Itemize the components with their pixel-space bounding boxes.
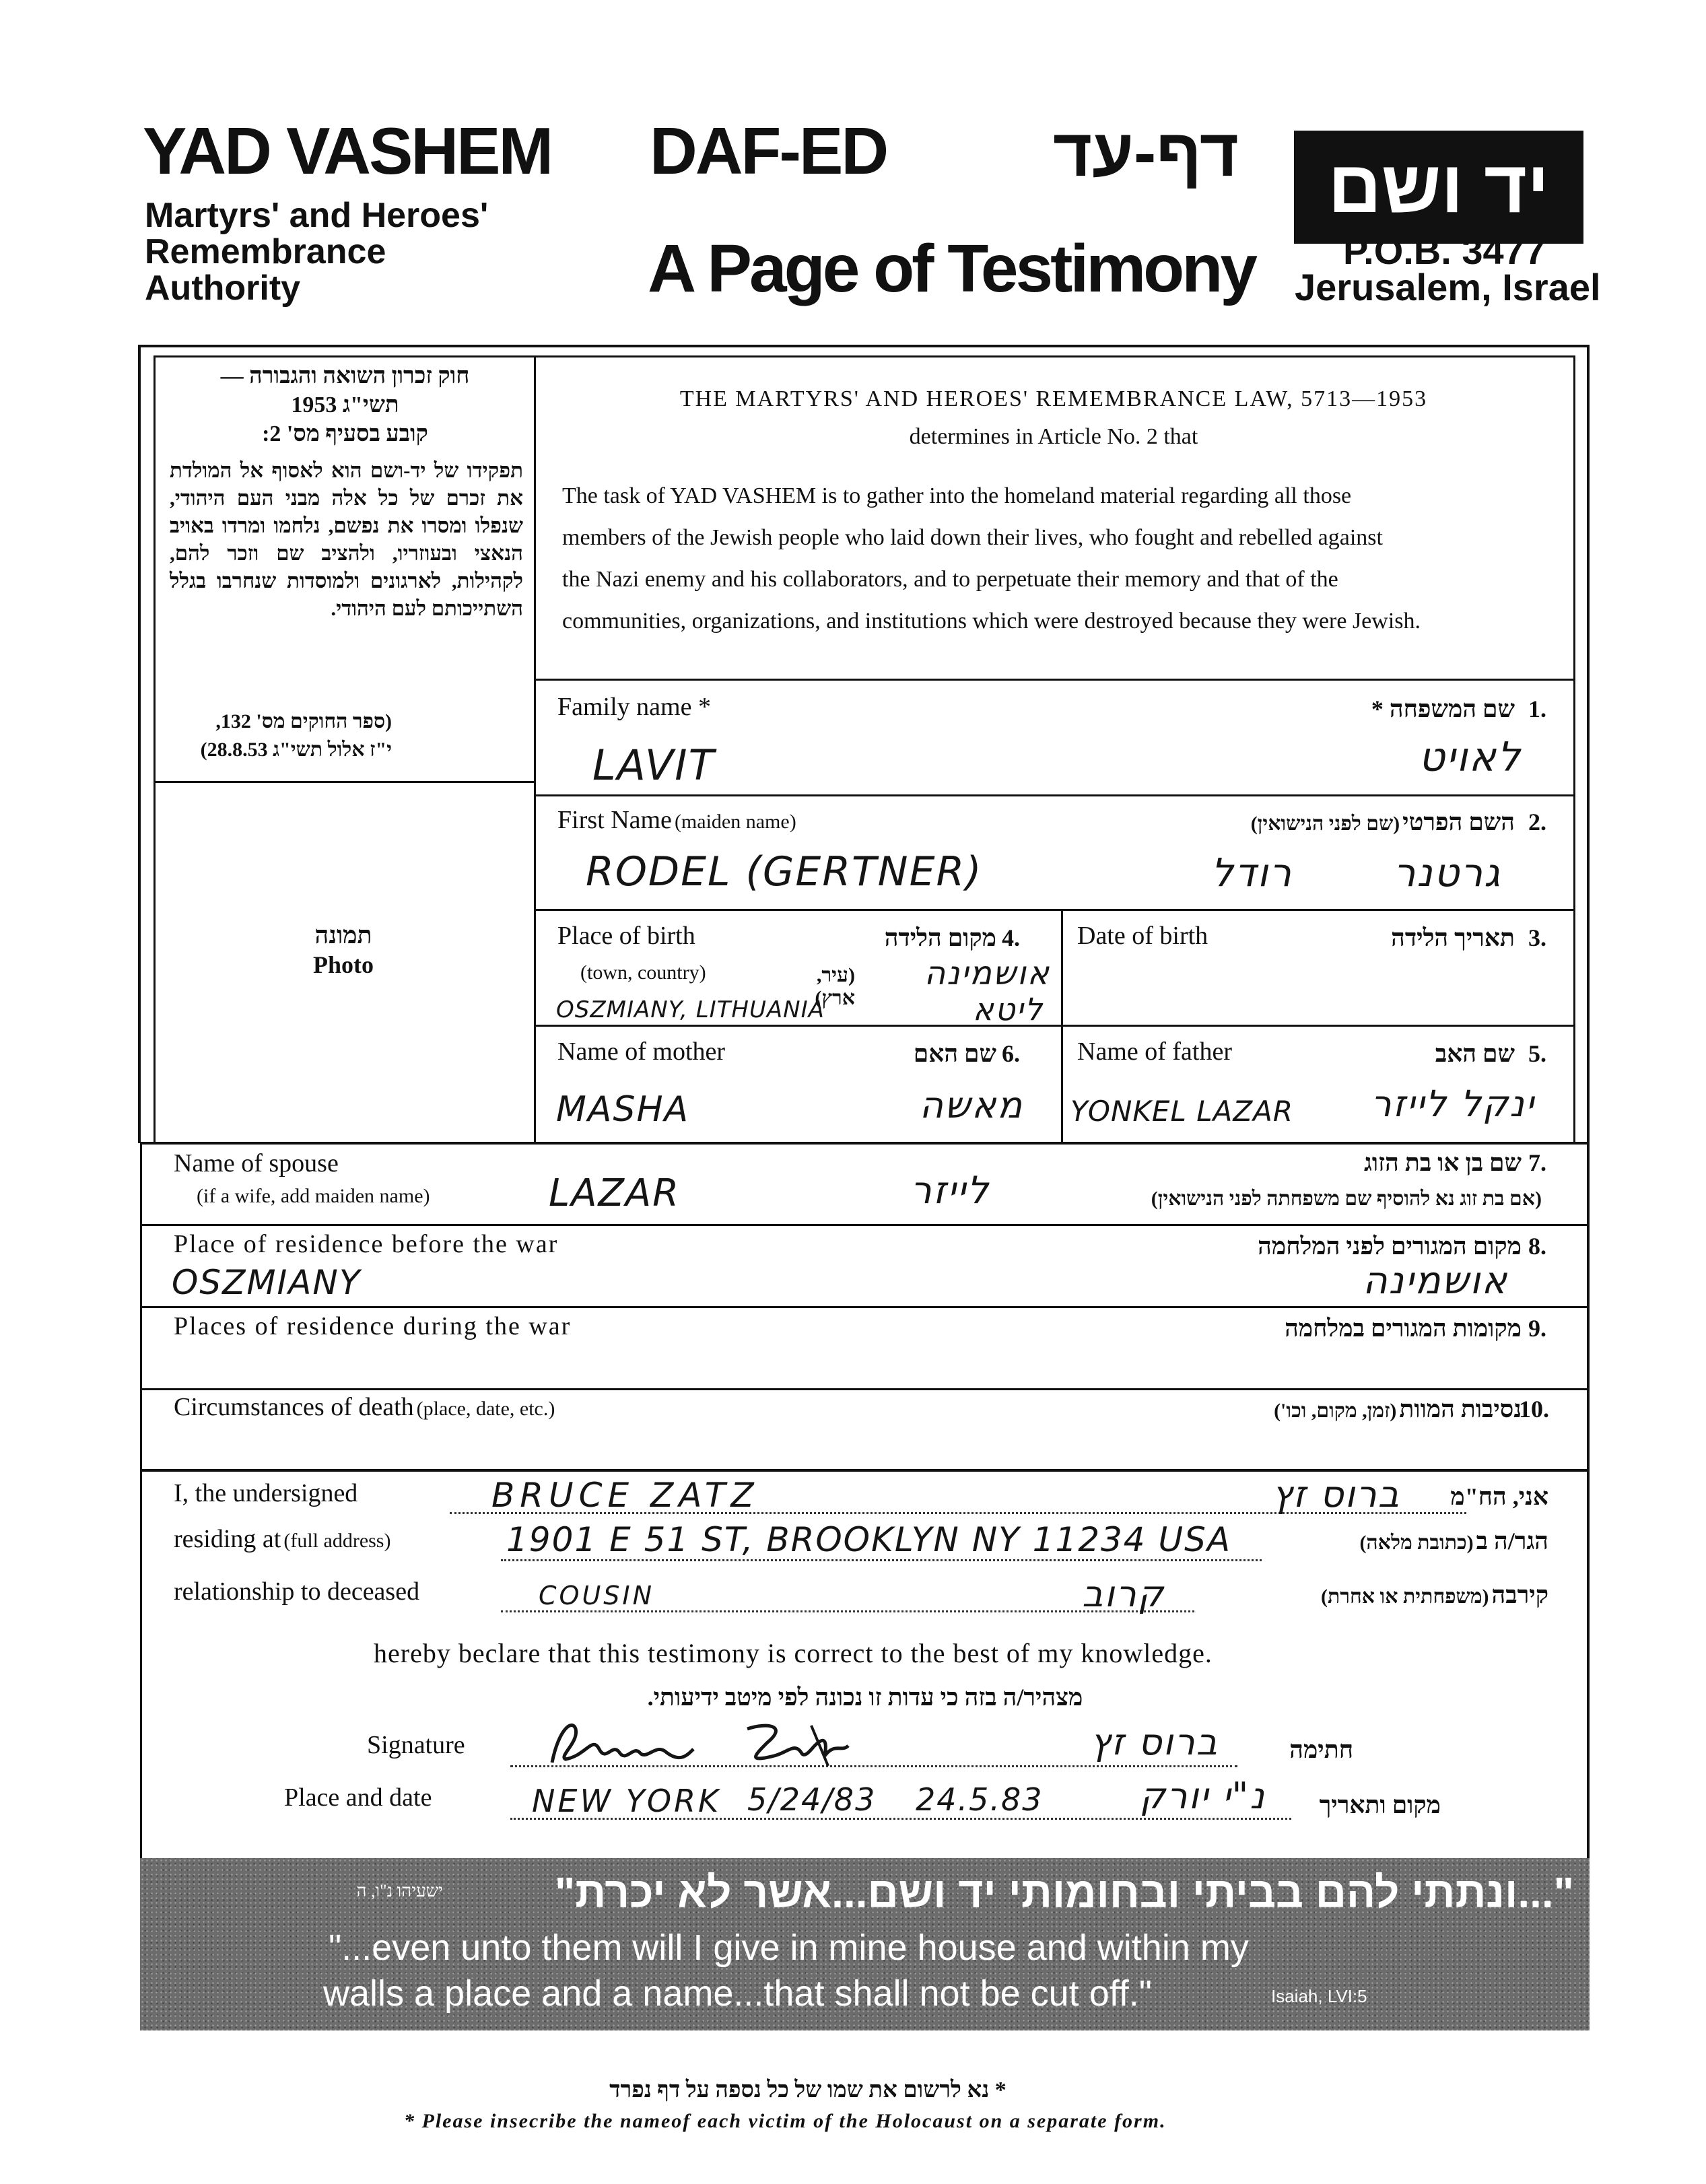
relationship-value[interactable]: COUSIN — [539, 1581, 655, 1610]
place-of-birth-label-hebrew-sub: (עיר, ארץ) — [815, 964, 855, 1009]
spouse-name-value-hebrew[interactable]: לייזר — [910, 1169, 990, 1213]
org-subtitle-2: Remembrance — [145, 232, 386, 271]
org-subtitle-3: Authority — [145, 269, 301, 308]
date-of-birth-label-hebrew: תאריך הלידה — [1391, 924, 1515, 951]
signature-label: Signature — [367, 1731, 465, 1759]
signature-value-hebrew[interactable]: ברוס זץ — [1090, 1721, 1219, 1763]
spouse-name-label-hebrew: שם בן או בת הזוג — [1364, 1149, 1522, 1176]
circumstances-of-death-label — [174, 1392, 555, 1422]
family-name-label: Family name * — [557, 693, 711, 721]
first-name-label-main: First Name — [557, 806, 672, 834]
law-hebrew-body: תפקידו של יד-ושם הוא לאסוף אל המולדת את זכרם של כל אלה מבני העם היהודי, שנפלו ומסרו את נפשם, נלחמו ומרדו באויב הנאצי ובעוזריו, ולהציב שם וזכר להם, לקהילות, לארגונים ולמוסדות שנחרבו בגלל השתייכותם לעם היהודי. — [170, 458, 523, 620]
spouse-name-value[interactable]: LAZAR — [549, 1171, 681, 1215]
law-english-line-4: communities, organizations, and institutions which were destroyed because they were Jewish. — [562, 609, 1421, 634]
relationship-label-hebrew-sub: (משפחתית או אחרת) — [1321, 1585, 1489, 1608]
pob: P.O.B. 3477 — [1343, 230, 1546, 272]
declaration-english: hereby beclare that this testimony is correct to the best of my knowledge. — [374, 1638, 1213, 1668]
field-number-2: 2. — [1528, 809, 1546, 835]
circumstances-of-death-label-sub: (place, date, etc.) — [416, 1398, 555, 1420]
family-name-value-hebrew[interactable]: לאויט — [1419, 734, 1522, 781]
family-name-value[interactable]: LAVIT — [592, 741, 716, 790]
residing-label-main: residing at — [174, 1525, 281, 1553]
father-name-label: Name of father — [1077, 1037, 1232, 1066]
field-number-3: 3. — [1528, 924, 1546, 951]
handwritten-signature — [545, 1715, 922, 1769]
place-date-label-hebrew: מקום ותאריך — [1319, 1791, 1441, 1818]
banner-english-reference: Isaiah, LVI:5 — [1271, 1986, 1367, 2006]
field-number-8: 8. — [1528, 1233, 1546, 1260]
photo-label-hebrew: תמונה — [314, 922, 372, 949]
place-of-birth-value-hebrew-country[interactable]: ליטא — [972, 991, 1044, 1027]
first-name-value[interactable]: RODEL (GERTNER) — [586, 848, 983, 895]
date-of-birth-label: Date of birth — [1077, 922, 1208, 950]
daf-ed-latin: DAF-ED — [650, 114, 887, 188]
place-value-hebrew[interactable]: נ"י יורק — [1139, 1775, 1266, 1817]
field-number-10: 10. — [1519, 1396, 1549, 1423]
first-name-label-hebrew — [1044, 808, 1515, 836]
date-value-eu[interactable]: 24.5.83 — [916, 1781, 1044, 1818]
relationship-label: relationship to deceased — [174, 1577, 420, 1606]
relationship-value-hebrew[interactable]: קרוב — [1082, 1573, 1165, 1615]
father-name-value-hebrew[interactable]: ינקל לייזר — [1371, 1083, 1535, 1125]
yad-vashem-logo — [1294, 131, 1583, 244]
org-name: YAD VASHEM — [143, 114, 552, 188]
field-number-6: 6. — [1002, 1040, 1020, 1067]
mother-name-label: Name of mother — [557, 1037, 726, 1066]
banner-english-line-1: "...even unto them will I give in mine house and within my — [329, 1927, 1249, 1968]
law-english-line-1: The task of YAD VASHEM is to gather into the homeland material regarding all those — [562, 483, 1352, 508]
place-of-birth-label: Place of birth — [557, 922, 695, 950]
footer-note-hebrew: * נא לרשום את שמו של כל נספה על דף נפרד — [609, 2078, 1006, 2103]
residing-label-hebrew-sub: (כתובת מלאה) — [1359, 1532, 1474, 1554]
place-of-birth-value-hebrew-town[interactable]: אושמינה — [924, 955, 1050, 992]
signature-label-hebrew: חתימה — [1289, 1736, 1353, 1763]
daf-ed-hebrew: דף-עד — [1052, 115, 1239, 191]
residence-during-war-label: Places of residence during the war — [174, 1312, 572, 1340]
residence-before-war-label-hebrew: מקום המגורים לפני המלחמה — [1258, 1233, 1522, 1260]
mother-name-value-hebrew[interactable]: מאשה — [919, 1084, 1023, 1126]
residence-during-war-label-hebrew: מקומות המגורים במלחמה — [1285, 1315, 1522, 1342]
first-name-label-hebrew-sub: (שם לפני הנישואין) — [1250, 813, 1400, 835]
org-subtitle-1: Martyrs' and Heroes' — [145, 196, 489, 235]
place-of-birth-value[interactable]: OSZMIANY, LITHUANIA — [556, 996, 825, 1023]
field-number-9: 9. — [1528, 1315, 1546, 1342]
date-value-us[interactable]: 5/24/83 — [747, 1781, 877, 1818]
declaration-hebrew: מצהיר/ה בזה כי עדות זו נכונה לפי מיטב ידיעותי. — [647, 1684, 1083, 1711]
residence-before-war-value[interactable]: OSZMIANY — [172, 1263, 362, 1302]
banner-english-line-2: walls a place and a name...that shall not be cut off." — [323, 1973, 1152, 2014]
law-hebrew-heading-3: קובע בסעיף מס' 2: — [262, 421, 428, 446]
first-name-value-hebrew-2[interactable]: גרטנר — [1393, 850, 1501, 895]
relationship-label-hebrew-main: קירבה — [1491, 1581, 1548, 1608]
field-number-1: 1. — [1528, 695, 1546, 722]
undersigned-label: I, the undersigned — [174, 1479, 358, 1507]
signature-mark[interactable] — [545, 1715, 922, 1769]
law-hebrew-heading-2: תשי"ג 1953 — [291, 393, 399, 417]
law-english-line-3: the Nazi enemy and his collaborators, and to perpetuate their memory and that of the — [562, 567, 1338, 592]
residence-before-war-value-hebrew[interactable]: אושמינה — [1363, 1259, 1508, 1303]
place-value[interactable]: NEW YORK — [532, 1783, 722, 1819]
city: Jerusalem, Israel — [1295, 266, 1601, 308]
photo-area — [156, 783, 533, 1141]
residing-label-sub: (full address) — [283, 1530, 391, 1552]
law-english-title: THE MARTYRS' AND HEROES' REMEMBRANCE LAW, 5713—1953 — [679, 386, 1428, 411]
field-number-4: 4. — [1002, 924, 1020, 951]
law-english-line-2: members of the Jewish people who laid down their lives, who fought and rebelled against — [562, 525, 1383, 550]
page-title: A Page of Testimony — [648, 231, 1255, 306]
residing-label — [174, 1524, 390, 1554]
field-number-5: 5. — [1528, 1040, 1546, 1067]
circumstances-of-death-label-hebrew — [1010, 1395, 1522, 1423]
footer-note-english: * Please insecribe the nameof each victim of the Holocaust on a separate form. — [404, 2110, 1167, 2132]
circumstances-of-death-label-main: Circumstances of death — [174, 1393, 414, 1421]
father-name-value[interactable]: YONKEL LAZAR — [1070, 1095, 1294, 1128]
quote-banner — [140, 1858, 1590, 2031]
law-english-subtitle: determines in Article No. 2 that — [909, 424, 1198, 449]
undersigned-value-hebrew[interactable]: ברוס זץ — [1272, 1473, 1400, 1515]
first-name-label-sub: (maiden name) — [674, 811, 796, 833]
place-date-label: Place and date — [284, 1783, 432, 1812]
circumstances-of-death-label-hebrew-sub: (זמן, מקום, וכו') — [1274, 1400, 1397, 1422]
law-hebrew-source-2: י"ז אלול תשי"ג 28.8.53) — [200, 739, 392, 761]
residing-label-hebrew-main: הגר/ה ב — [1476, 1528, 1548, 1555]
residing-label-hebrew — [1266, 1527, 1548, 1555]
undersigned-value[interactable]: BRUCE ZATZ — [491, 1476, 759, 1515]
banner-hebrew-reference: ישעיהו נ"ו, ה — [356, 1881, 443, 1901]
first-name-label — [557, 805, 796, 835]
law-hebrew-source-1: (ספר החוקים מס' 132, — [215, 710, 392, 732]
relationship-label-hebrew — [1198, 1581, 1548, 1609]
spouse-name-label: Name of spouse — [174, 1149, 339, 1178]
field-number-7: 7. — [1528, 1149, 1546, 1176]
banner-hebrew-quote: "...ונתתי להם בביתי ובחומותי יד ושם...אשר לא יכרת" — [554, 1868, 1574, 1917]
residing-value[interactable]: 1901 E 51 ST, BROOKLYN NY 11234 USA — [506, 1520, 1232, 1559]
family-name-label-hebrew: שם המשפחה * — [1371, 695, 1515, 722]
circumstances-of-death-label-hebrew-main: נסיבות המוות — [1399, 1396, 1522, 1423]
father-name-label-hebrew: שם האב — [1435, 1040, 1515, 1067]
undersigned-label-hebrew: אני, הח"מ — [1450, 1483, 1548, 1510]
place-of-birth-label-sub: (town, country) — [580, 961, 706, 984]
law-hebrew-heading-1: חוק זכרון השואה והגבורה — — [220, 364, 470, 388]
mother-name-label-hebrew: שם האם — [913, 1040, 996, 1067]
residence-before-war-label: Place of residence before the war — [174, 1230, 559, 1258]
first-name-label-hebrew-main: השם הפרטי — [1402, 809, 1515, 835]
logo-hebrew: יד ושם — [1328, 145, 1550, 228]
spouse-name-label-hebrew-sub: (אם בת זוג נא להוסיף שם משפחתה לפני הנישואין) — [1151, 1188, 1542, 1210]
mother-name-value[interactable]: MASHA — [556, 1089, 690, 1130]
place-of-birth-label-hebrew: מקום הלידה — [884, 924, 996, 951]
photo-label: Photo — [313, 951, 374, 978]
first-name-value-hebrew-1[interactable]: רודל — [1210, 850, 1293, 895]
spouse-name-label-sub: (if a wife, add maiden name) — [197, 1185, 430, 1207]
